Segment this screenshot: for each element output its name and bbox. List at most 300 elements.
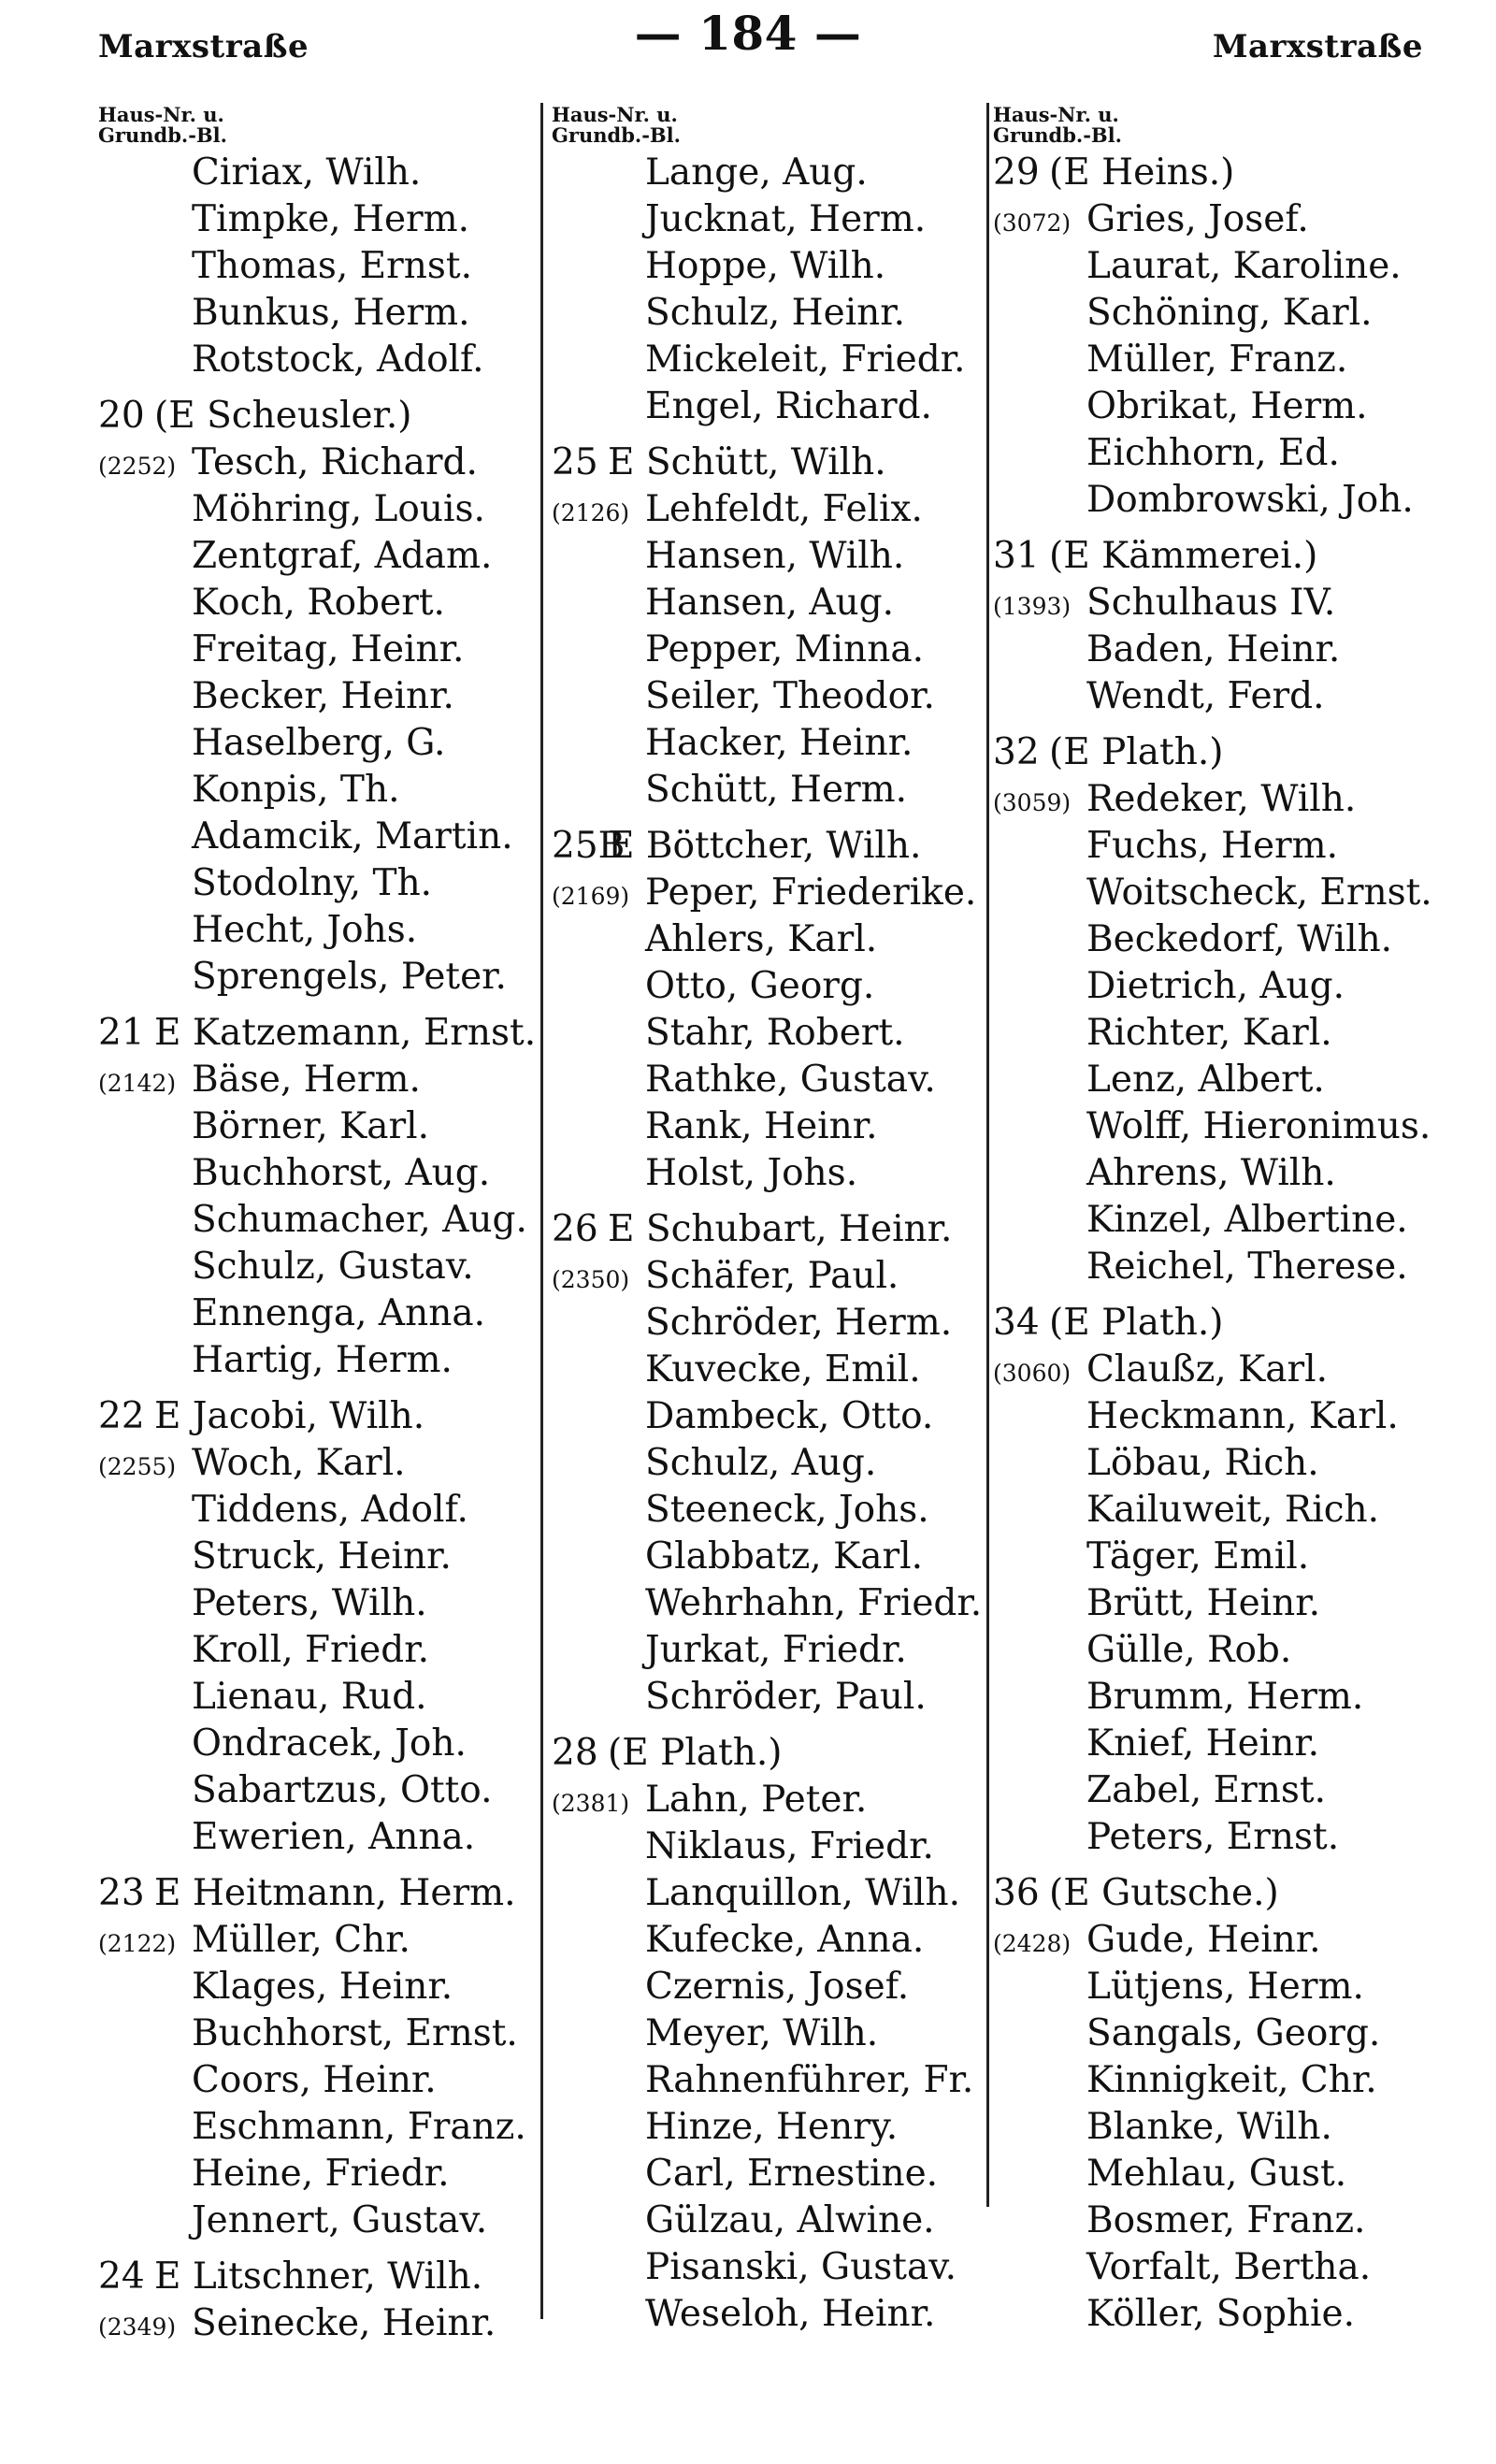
land-register-number: (1393) bbox=[993, 593, 1072, 620]
column-header bbox=[993, 105, 1460, 150]
directory-entry bbox=[552, 1206, 986, 1253]
directory-entry bbox=[993, 963, 1460, 1010]
resident-name: Jennert, Gustav. bbox=[192, 2199, 488, 2241]
resident-name: Wehrhahn, Friedr. bbox=[645, 1582, 983, 1624]
column-header-line: Grundb.-Bl. bbox=[552, 123, 681, 147]
resident-name: Schröder, Paul. bbox=[645, 1676, 927, 1718]
directory-entry bbox=[98, 673, 538, 720]
resident-name: Pepper, Minna. bbox=[645, 628, 925, 670]
directory-entry bbox=[552, 1730, 986, 1777]
directory-entry bbox=[552, 1103, 986, 1150]
resident-name: (E Scheusler.) bbox=[154, 395, 412, 437]
directory-entry bbox=[98, 1814, 538, 1861]
directory-entry bbox=[98, 627, 538, 673]
land-register-number: (3072) bbox=[993, 209, 1072, 237]
directory-entry bbox=[993, 1347, 1460, 1393]
resident-name: Gude, Heinr. bbox=[1086, 1919, 1321, 1961]
resident-name: Fuchs, Herm. bbox=[1086, 825, 1339, 867]
house-number: 25B bbox=[552, 825, 626, 867]
resident-name: Bäse, Herm. bbox=[192, 1059, 421, 1101]
directory-entry bbox=[98, 1103, 538, 1150]
resident-name: Wendt, Ferd. bbox=[1086, 675, 1325, 717]
directory-entry bbox=[98, 1534, 538, 1580]
page-number: — 184 — bbox=[634, 6, 862, 61]
directory-entry bbox=[993, 1721, 1460, 1767]
column-divider bbox=[986, 103, 989, 2207]
directory-entry bbox=[552, 1393, 986, 1440]
directory-entry bbox=[98, 1580, 538, 1627]
house-number: 31 bbox=[993, 535, 1040, 577]
directory-entry bbox=[98, 2057, 538, 2104]
directory-entry bbox=[98, 814, 538, 860]
resident-name: Ahlers, Karl. bbox=[645, 918, 878, 960]
resident-name: Otto, Georg. bbox=[645, 965, 875, 1007]
directory-entry bbox=[98, 720, 538, 767]
directory-entry bbox=[98, 580, 538, 627]
resident-name: Niklaus, Friedr. bbox=[645, 1825, 934, 1867]
directory-entry bbox=[98, 2151, 538, 2197]
resident-name: Eichhorn, Ed. bbox=[1086, 432, 1340, 474]
resident-name: Timpke, Herm. bbox=[192, 198, 470, 240]
directory-entry bbox=[98, 2104, 538, 2151]
resident-name: E Böttcher, Wilh. bbox=[608, 825, 922, 867]
resident-name: Woitscheck, Ernst. bbox=[1086, 872, 1432, 914]
directory-entry bbox=[98, 1057, 538, 1103]
directory-entry bbox=[993, 1197, 1460, 1244]
directory-entry bbox=[552, 627, 986, 673]
resident-name: Ondracek, Joh. bbox=[192, 1722, 467, 1765]
resident-name: Carl, Ernestine. bbox=[645, 2153, 939, 2195]
directory-column-3 bbox=[993, 105, 1460, 2338]
house-number: 23 bbox=[98, 1872, 145, 1914]
directory-column-2 bbox=[552, 105, 986, 2338]
resident-name: Vorfalt, Bertha. bbox=[1086, 2246, 1372, 2288]
resident-name: Hansen, Wilh. bbox=[645, 535, 905, 577]
resident-name: Schütt, Herm. bbox=[645, 769, 908, 811]
directory-entry bbox=[98, 1337, 538, 1384]
resident-name: Peters, Wilh. bbox=[192, 1582, 427, 1624]
resident-name: Stahr, Robert. bbox=[645, 1012, 905, 1054]
directory-entry bbox=[993, 870, 1460, 916]
resident-name: Schulz, Gustav. bbox=[192, 1246, 474, 1288]
running-head-left: Marxstraße bbox=[98, 28, 309, 65]
directory-entry bbox=[993, 729, 1460, 776]
resident-name: Steeneck, Johs. bbox=[645, 1489, 929, 1531]
directory-entry bbox=[552, 916, 986, 963]
directory-entry bbox=[552, 823, 986, 870]
resident-name: Redeker, Wilh. bbox=[1086, 778, 1357, 820]
directory-entry bbox=[552, 337, 986, 383]
page-header bbox=[0, 0, 1496, 84]
resident-name: Weseloh, Heinr. bbox=[645, 2293, 936, 2335]
house-number: 21 bbox=[98, 1012, 145, 1054]
resident-name: Schöning, Karl. bbox=[1086, 292, 1373, 334]
directory-entry bbox=[552, 2010, 986, 2057]
resident-name: Löbau, Rich. bbox=[1086, 1442, 1319, 1484]
directory-entry bbox=[98, 1487, 538, 1534]
column-header bbox=[552, 105, 986, 150]
directory-entry bbox=[993, 1580, 1460, 1627]
land-register-number: (2142) bbox=[98, 1070, 177, 1097]
resident-name: Dombrowski, Joh. bbox=[1086, 479, 1414, 521]
directory-entry bbox=[552, 2244, 986, 2291]
resident-name: (E Heins.) bbox=[1049, 151, 1235, 194]
directory-entry bbox=[98, 2010, 538, 2057]
resident-name: Meyer, Wilh. bbox=[645, 2012, 879, 2054]
resident-name: Adamcik, Martin. bbox=[192, 815, 513, 857]
directory-entry bbox=[993, 1440, 1460, 1487]
land-register-number: (2122) bbox=[98, 1930, 177, 1957]
resident-name: Heckmann, Karl. bbox=[1086, 1395, 1399, 1437]
resident-name: Heine, Friedr. bbox=[192, 2153, 450, 2195]
directory-entry bbox=[98, 533, 538, 580]
resident-name: Lienau, Rud. bbox=[192, 1676, 427, 1718]
directory-entry bbox=[993, 1103, 1460, 1150]
resident-name: E Schubart, Heinr. bbox=[608, 1208, 953, 1250]
column-header-line: Haus-Nr. u. bbox=[993, 103, 1119, 126]
resident-name: Schäfer, Paul. bbox=[645, 1255, 899, 1297]
directory-entry bbox=[552, 2057, 986, 2104]
directory-entry bbox=[993, 1674, 1460, 1721]
directory-entry bbox=[552, 1253, 986, 1300]
directory-entry bbox=[552, 439, 986, 486]
resident-name: Hacker, Heinr. bbox=[645, 722, 913, 764]
directory-entry bbox=[552, 1674, 986, 1721]
resident-name: Täger, Emil. bbox=[1086, 1535, 1310, 1578]
resident-name: Sangals, Georg. bbox=[1086, 2012, 1381, 2054]
directory-entry bbox=[552, 486, 986, 533]
resident-name: Coors, Heinr. bbox=[192, 2059, 437, 2101]
column-header-line: Haus-Nr. u. bbox=[98, 103, 224, 126]
directory-entry bbox=[98, 1917, 538, 1964]
resident-name: Obrikat, Herm. bbox=[1086, 385, 1368, 427]
resident-name: Brumm, Herm. bbox=[1086, 1676, 1364, 1718]
directory-entry bbox=[98, 290, 538, 337]
directory-entry bbox=[993, 243, 1460, 290]
resident-name: Klages, Heinr. bbox=[192, 1966, 453, 2008]
resident-name: Sprengels, Peter. bbox=[192, 956, 507, 998]
directory-entry bbox=[552, 1534, 986, 1580]
directory-entry bbox=[993, 673, 1460, 720]
directory-entry bbox=[98, 243, 538, 290]
resident-name: Jurkat, Friedr. bbox=[645, 1629, 907, 1671]
resident-name: Bunkus, Herm. bbox=[192, 292, 470, 334]
resident-name: Schulz, Aug. bbox=[645, 1442, 877, 1484]
resident-name: Glabbatz, Karl. bbox=[645, 1535, 923, 1578]
directory-entry bbox=[993, 776, 1460, 823]
directory-entry bbox=[552, 720, 986, 767]
directory-entry bbox=[993, 533, 1460, 580]
directory-entry bbox=[993, 1300, 1460, 1347]
directory-entry bbox=[98, 439, 538, 486]
column-header-line: Grundb.-Bl. bbox=[98, 123, 227, 147]
resident-name: Thomas, Ernst. bbox=[192, 245, 472, 287]
directory-entry bbox=[552, 1150, 986, 1197]
resident-name: Blanke, Wilh. bbox=[1086, 2106, 1332, 2148]
resident-name: Schumacher, Aug. bbox=[192, 1199, 527, 1241]
resident-name: Lahn, Peter. bbox=[645, 1779, 868, 1821]
directory-entry bbox=[98, 1440, 538, 1487]
directory-entry bbox=[98, 196, 538, 243]
directory-entry bbox=[552, 383, 986, 430]
resident-name: Laurat, Karoline. bbox=[1086, 245, 1402, 287]
directory-entry bbox=[98, 1197, 538, 1244]
resident-name: Lehfeldt, Felix. bbox=[645, 488, 923, 530]
column-header-line: Grundb.-Bl. bbox=[993, 123, 1122, 147]
directory-entry bbox=[993, 916, 1460, 963]
directory-entry bbox=[552, 290, 986, 337]
directory-entry bbox=[552, 1777, 986, 1823]
directory-entry bbox=[552, 963, 986, 1010]
directory-entry bbox=[993, 627, 1460, 673]
directory-entry bbox=[993, 1393, 1460, 1440]
resident-name: Richter, Karl. bbox=[1086, 1012, 1332, 1054]
directory-entry bbox=[98, 2254, 538, 2300]
directory-entry bbox=[98, 907, 538, 954]
column-divider bbox=[540, 103, 543, 2319]
resident-name: Buchhorst, Ernst. bbox=[192, 2012, 518, 2054]
resident-name: Dambeck, Otto. bbox=[645, 1395, 934, 1437]
directory-entry bbox=[98, 1393, 538, 1440]
directory-entry bbox=[552, 1917, 986, 1964]
resident-name: Pisanski, Gustav. bbox=[645, 2246, 957, 2288]
resident-name: Hartig, Herm. bbox=[192, 1339, 453, 1381]
running-head-right: Marxstraße bbox=[1212, 28, 1423, 65]
directory-entry bbox=[552, 2151, 986, 2197]
resident-name: Ennenga, Anna. bbox=[192, 1292, 485, 1334]
directory-entry bbox=[98, 954, 538, 1001]
resident-name: Engel, Richard. bbox=[645, 385, 932, 427]
resident-name: (E Plath.) bbox=[608, 1732, 783, 1774]
directory-entry bbox=[552, 1300, 986, 1347]
resident-name: Brütt, Heinr. bbox=[1086, 1582, 1320, 1624]
directory-entry bbox=[98, 150, 538, 196]
land-register-number: (2428) bbox=[993, 1930, 1072, 1957]
resident-name: Schröder, Herm. bbox=[645, 1302, 953, 1344]
directory-entry bbox=[552, 767, 986, 814]
directory-entry bbox=[993, 1964, 1460, 2010]
directory-entry bbox=[98, 1290, 538, 1337]
resident-name: Wolff, Hieronimus. bbox=[1086, 1105, 1431, 1147]
directory-entry bbox=[552, 1870, 986, 1917]
directory-entry bbox=[552, 1627, 986, 1674]
resident-name: Rotstock, Adolf. bbox=[192, 339, 484, 381]
land-register-number: (2381) bbox=[552, 1790, 630, 1817]
resident-name: Kinzel, Albertine. bbox=[1086, 1199, 1408, 1241]
resident-name: Claußz, Karl. bbox=[1086, 1348, 1328, 1391]
directory-entry bbox=[993, 383, 1460, 430]
resident-name: Czernis, Josef. bbox=[645, 1966, 910, 2008]
resident-name: Peper, Friederike. bbox=[645, 872, 977, 914]
land-register-number: (2350) bbox=[552, 1266, 630, 1293]
resident-name: Haselberg, G. bbox=[192, 722, 446, 764]
resident-name: Lange, Aug. bbox=[645, 151, 868, 194]
resident-name: Konpis, Th. bbox=[192, 769, 400, 811]
directory-entry bbox=[552, 2197, 986, 2244]
directory-entry bbox=[98, 767, 538, 814]
column-header bbox=[98, 105, 538, 150]
directory-entry bbox=[993, 196, 1460, 243]
directory-entry bbox=[993, 2057, 1460, 2104]
house-number: 36 bbox=[993, 1872, 1040, 1914]
resident-name: Kinnigkeit, Chr. bbox=[1086, 2059, 1377, 2101]
directory-entry bbox=[993, 2291, 1460, 2338]
resident-name: Hansen, Aug. bbox=[645, 582, 895, 624]
directory-entry bbox=[552, 1823, 986, 1870]
land-register-number: (3060) bbox=[993, 1360, 1072, 1387]
resident-name: Gülle, Rob. bbox=[1086, 1629, 1292, 1671]
resident-name: Ciriax, Wilh. bbox=[192, 151, 422, 194]
directory-entry bbox=[552, 196, 986, 243]
directory-entry bbox=[98, 1627, 538, 1674]
land-register-number: (2349) bbox=[98, 2313, 177, 2341]
resident-name: Beckedorf, Wilh. bbox=[1086, 918, 1393, 960]
resident-name: Tiddens, Adolf. bbox=[192, 1489, 468, 1531]
directory-entry bbox=[993, 2197, 1460, 2244]
resident-name: Ewerien, Anna. bbox=[192, 1816, 476, 1858]
resident-name: (E Kämmerei.) bbox=[1049, 535, 1318, 577]
resident-name: Lütjens, Herm. bbox=[1086, 1966, 1364, 2008]
directory-entry bbox=[552, 2291, 986, 2338]
resident-name: Reichel, Therese. bbox=[1086, 1246, 1408, 1288]
land-register-number: (3059) bbox=[993, 789, 1072, 816]
land-register-number: (2252) bbox=[98, 453, 177, 480]
directory-entry bbox=[993, 290, 1460, 337]
house-number: 20 bbox=[98, 395, 145, 437]
directory-entry bbox=[552, 150, 986, 196]
directory-entry bbox=[552, 580, 986, 627]
resident-name: Knief, Heinr. bbox=[1086, 1722, 1320, 1765]
resident-name: Seinecke, Heinr. bbox=[192, 2302, 496, 2344]
directory-entry bbox=[552, 673, 986, 720]
directory-entry bbox=[98, 2197, 538, 2244]
resident-name: Gries, Josef. bbox=[1086, 198, 1309, 240]
directory-entry bbox=[993, 1870, 1460, 1917]
directory-entry bbox=[993, 1917, 1460, 1964]
directory-entry bbox=[98, 1870, 538, 1917]
resident-name: Kailuweit, Rich. bbox=[1086, 1489, 1380, 1531]
resident-name: Rank, Heinr. bbox=[645, 1105, 878, 1147]
directory-entry bbox=[552, 1964, 986, 2010]
resident-name: Schulz, Heinr. bbox=[645, 292, 906, 334]
resident-name: Zabel, Ernst. bbox=[1086, 1769, 1326, 1811]
directory-entry bbox=[993, 2151, 1460, 2197]
resident-name: Woch, Karl. bbox=[192, 1442, 406, 1484]
resident-name: Tesch, Richard. bbox=[192, 441, 478, 483]
resident-name: Peters, Ernst. bbox=[1086, 1816, 1340, 1858]
directory-entry bbox=[993, 477, 1460, 524]
directory-column-1 bbox=[98, 105, 538, 2347]
resident-name: E Litschner, Wilh. bbox=[154, 2255, 483, 2298]
directory-entry bbox=[993, 430, 1460, 477]
resident-name: Müller, Chr. bbox=[192, 1919, 410, 1961]
resident-name: Rahnenführer, Fr. bbox=[645, 2059, 974, 2101]
resident-name: Kroll, Friedr. bbox=[192, 1629, 429, 1671]
directory-entry bbox=[993, 1534, 1460, 1580]
directory-entry bbox=[552, 1347, 986, 1393]
resident-name: Schulhaus IV. bbox=[1086, 582, 1336, 624]
directory-entry bbox=[552, 1580, 986, 1627]
directory-entry bbox=[98, 337, 538, 383]
resident-name: E Jacobi, Wilh. bbox=[154, 1395, 425, 1437]
directory-entry bbox=[552, 1057, 986, 1103]
resident-name: Ahrens, Wilh. bbox=[1086, 1152, 1336, 1194]
resident-name: Kufecke, Anna. bbox=[645, 1919, 925, 1961]
resident-name: (E Plath.) bbox=[1049, 731, 1224, 773]
resident-name: Möhring, Louis. bbox=[192, 488, 485, 530]
directory-entry bbox=[98, 486, 538, 533]
directory-entry bbox=[98, 1721, 538, 1767]
resident-name: Stodolny, Th. bbox=[192, 862, 433, 904]
resident-name: E Schütt, Wilh. bbox=[608, 441, 886, 483]
directory-entry bbox=[993, 1150, 1460, 1197]
resident-name: Hecht, Johs. bbox=[192, 909, 418, 951]
resident-name: Seiler, Theodor. bbox=[645, 675, 935, 717]
directory-entry bbox=[98, 1244, 538, 1290]
directory-entry bbox=[993, 1057, 1460, 1103]
column-header-line: Haus-Nr. u. bbox=[552, 103, 678, 126]
resident-name: Gülzau, Alwine. bbox=[645, 2199, 935, 2241]
directory-entry bbox=[993, 1767, 1460, 1814]
resident-name: Baden, Heinr. bbox=[1086, 628, 1341, 670]
resident-name: E Heitmann, Herm. bbox=[154, 1872, 516, 1914]
house-number: 25 bbox=[552, 441, 598, 483]
house-number: 24 bbox=[98, 2255, 145, 2298]
resident-name: Holst, Johs. bbox=[645, 1152, 858, 1194]
resident-name: Hinze, Henry. bbox=[645, 2106, 899, 2148]
directory-entry bbox=[98, 2300, 538, 2347]
resident-name: (E Plath.) bbox=[1049, 1302, 1224, 1344]
resident-name: Zentgraf, Adam. bbox=[192, 535, 493, 577]
directory-entry bbox=[552, 1440, 986, 1487]
resident-name: Börner, Karl. bbox=[192, 1105, 430, 1147]
directory-entry bbox=[98, 1150, 538, 1197]
resident-name: Jucknat, Herm. bbox=[645, 198, 927, 240]
directory-entry bbox=[993, 1814, 1460, 1861]
directory-entry bbox=[993, 2104, 1460, 2151]
directory-entry bbox=[993, 1010, 1460, 1057]
resident-name: Koch, Robert. bbox=[192, 582, 445, 624]
resident-name: Müller, Franz. bbox=[1086, 339, 1348, 381]
directory-entry bbox=[993, 337, 1460, 383]
resident-name: Becker, Heinr. bbox=[192, 675, 454, 717]
resident-name: E Katzemann, Ernst. bbox=[154, 1012, 537, 1054]
directory-entry bbox=[98, 1767, 538, 1814]
land-register-number: (2126) bbox=[552, 499, 630, 526]
directory-entry bbox=[98, 393, 538, 439]
house-number: 22 bbox=[98, 1395, 145, 1437]
directory-entry bbox=[552, 1010, 986, 1057]
resident-name: (E Gutsche.) bbox=[1049, 1872, 1279, 1914]
resident-name: Lanquillon, Wilh. bbox=[645, 1872, 961, 1914]
directory-entry bbox=[993, 823, 1460, 870]
directory-entry bbox=[552, 533, 986, 580]
house-number: 26 bbox=[552, 1208, 598, 1250]
directory-entry bbox=[993, 1627, 1460, 1674]
house-number: 28 bbox=[552, 1732, 598, 1774]
resident-name: Sabartzus, Otto. bbox=[192, 1769, 493, 1811]
directory-entry bbox=[993, 150, 1460, 196]
directory-entry bbox=[552, 243, 986, 290]
resident-name: Mehlau, Gust. bbox=[1086, 2153, 1347, 2195]
resident-name: Köller, Sophie. bbox=[1086, 2293, 1355, 2335]
resident-name: Lenz, Albert. bbox=[1086, 1059, 1325, 1101]
land-register-number: (2255) bbox=[98, 1453, 177, 1480]
directory-entry bbox=[98, 860, 538, 907]
resident-name: Rathke, Gustav. bbox=[645, 1059, 936, 1101]
house-number: 29 bbox=[993, 151, 1040, 194]
directory-entry bbox=[552, 2104, 986, 2151]
